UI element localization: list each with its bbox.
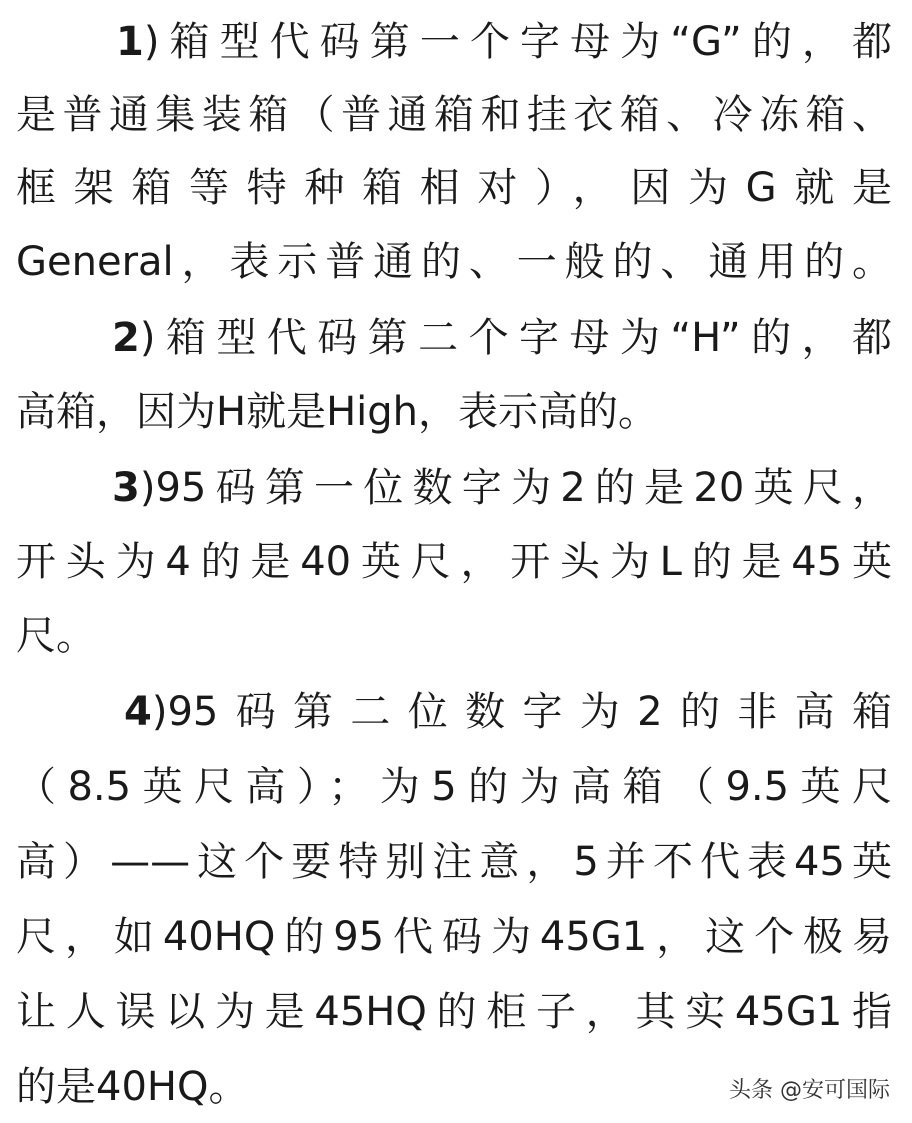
paragraph-2-line-1 [112,310,892,366]
paragraph-2-number: 2 [112,315,140,361]
paragraph-1-number: 1 [116,19,144,65]
paragraph-4-number: 4 [124,689,152,735]
paragraph-3-line-1-text: )95码第一位数字为2的是20英尺， [139,465,892,511]
paragraph-1-line-2: 是普通集装箱（普通箱和挂衣箱、冷冻箱、 [16,92,892,138]
paragraph-3-line-1 [112,460,892,516]
paragraph-1-line-4: General，表示普通的、一般的、通用的。 [16,239,892,285]
paragraph-3-line-2: 开头为4的是40英尺，开头为L的是45英 [16,539,892,585]
paragraph-1-line-3: 框架箱等特种箱相对），因为G就是 [16,165,892,211]
paragraph-4-line-3: 高）——这个要特别注意，5并不代表45英 [16,839,892,885]
paragraph-4-line-5: 让人误以为是45HQ的柜子，其实45G1指 [16,989,892,1035]
paragraph-4-line-1 [124,684,892,740]
source-watermark: 头条 @安可国际 [729,1078,890,1103]
paragraph-2-line-2: 高箱，因为H就是High，表示高的。 [16,389,659,435]
paragraph-1-line-1 [116,14,892,70]
paragraph-2-line-1-text: )箱型代码第二个字母为“H”的，都 [139,315,892,361]
paragraph-3-number: 3 [112,465,140,511]
paragraph-3-line-3: 尺。 [16,613,96,659]
paragraph-4-line-2: （8.5英尺高）；为5的为高箱（9.5英尺 [16,764,892,810]
paragraph-4-line-1-text: )95码第二位数字为2的非高箱 [151,689,892,735]
paragraph-4-line-4: 尺，如40HQ的95代码为45G1，这个极易 [16,914,892,960]
paragraph-1-line-1-text: )箱型代码第一个字母为“G”的，都 [143,19,892,65]
paragraph-4-line-6: 的是40HQ。 [16,1064,249,1110]
